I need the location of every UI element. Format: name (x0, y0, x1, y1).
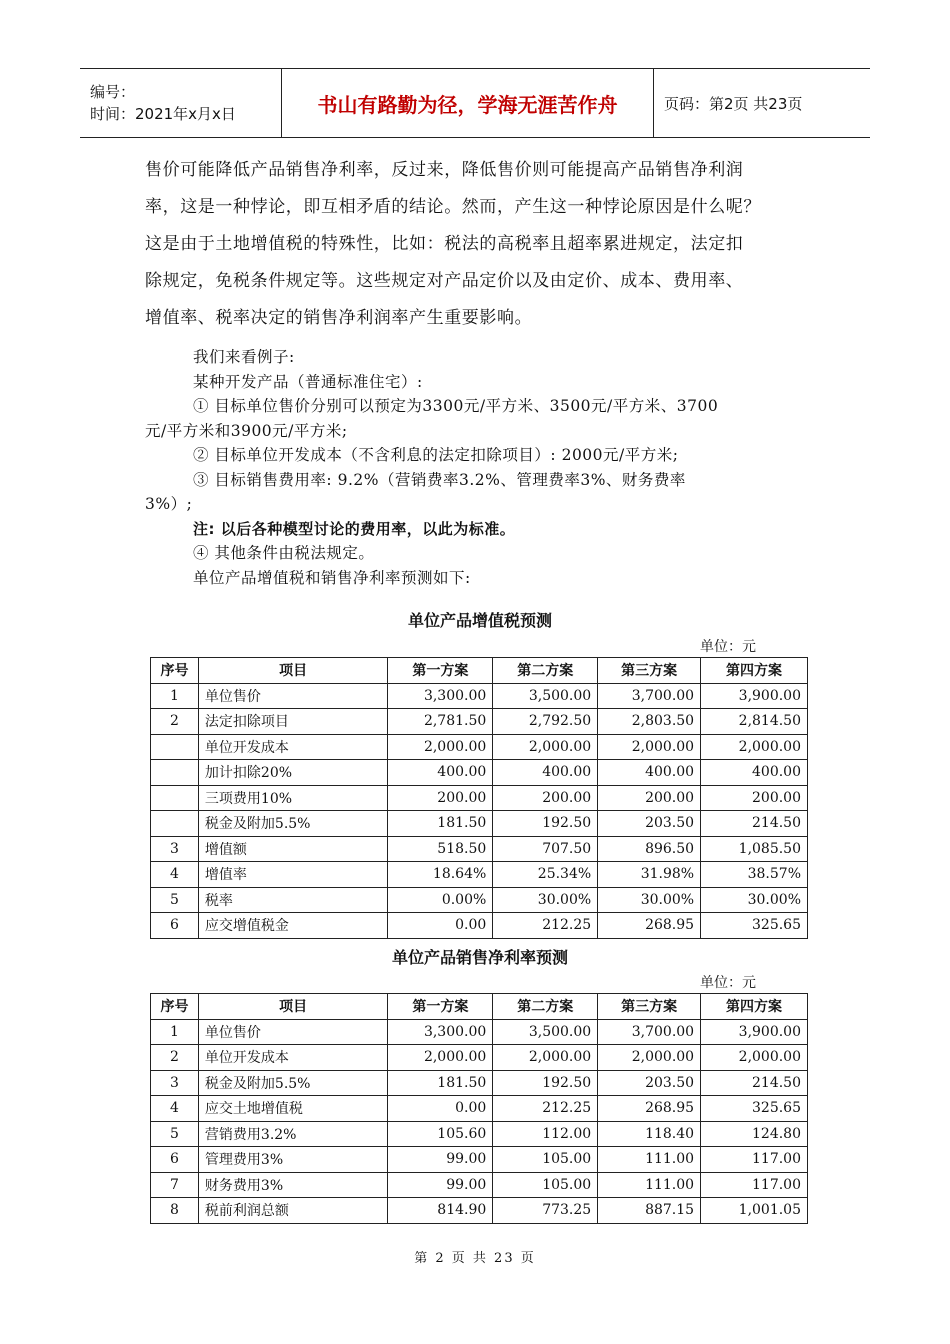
item-name-cell: 单位售价 (198, 683, 387, 709)
item-name-cell: 营销费用3.2% (198, 1121, 387, 1147)
value-cell: 3,300.00 (388, 1019, 493, 1045)
value-cell: 2,000.00 (701, 734, 808, 760)
item-name-cell: 增值额 (198, 836, 387, 862)
table-row (151, 1070, 808, 1096)
table-header-row (151, 658, 808, 684)
value-cell: 2,000.00 (598, 734, 701, 760)
value-cell: 0.00 (388, 913, 493, 939)
value-cell: 111.00 (598, 1172, 701, 1198)
column-header: 第三方案 (598, 994, 701, 1020)
value-cell: 2,781.50 (388, 709, 493, 735)
row-number-cell: 2 (151, 1045, 199, 1071)
value-cell: 200.00 (598, 785, 701, 811)
example-item-1b: 元/平方米和3900元/平方米; (145, 421, 348, 440)
value-cell: 117.00 (701, 1147, 808, 1173)
table-row (151, 1147, 808, 1173)
value-cell: 214.50 (701, 1070, 808, 1096)
value-cell: 2,000.00 (493, 1045, 598, 1071)
value-cell: 124.80 (701, 1121, 808, 1147)
column-header: 第二方案 (493, 994, 598, 1020)
value-cell: 112.00 (493, 1121, 598, 1147)
table-row (151, 785, 808, 811)
paragraph-line: 增值率、税率决定的销售净利润率产生重要影响。 (145, 308, 533, 328)
item-name-cell: 税率 (198, 887, 387, 913)
example-item-4: ④ 其他条件由税法规定。 (193, 544, 375, 562)
value-cell: 2,814.50 (701, 709, 808, 735)
value-cell: 400.00 (388, 760, 493, 786)
value-cell: 3,500.00 (493, 1019, 598, 1045)
item-name-cell: 税金及附加5.5% (198, 811, 387, 837)
row-number-cell (151, 785, 199, 811)
value-cell: 400.00 (598, 760, 701, 786)
value-cell: 518.50 (388, 836, 493, 862)
value-cell: 203.50 (598, 811, 701, 837)
table-row (151, 1172, 808, 1198)
table-row (151, 709, 808, 735)
example-item-1a: ① 目标单位售价分别可以预定为3300元/平方米、3500元/平方米、3700 (193, 397, 719, 415)
value-cell: 212.25 (493, 913, 598, 939)
item-name-cell: 管理费用3% (198, 1147, 387, 1173)
value-cell: 707.50 (493, 836, 598, 862)
row-number-cell: 5 (151, 887, 199, 913)
table-row (151, 913, 808, 939)
value-cell: 200.00 (388, 785, 493, 811)
column-header: 第三方案 (598, 658, 701, 684)
value-cell: 2,803.50 (598, 709, 701, 735)
paragraph-line: 这是由于土地增值税的特殊性，比如：税法的高税率且超率累进规定，法定扣 (145, 234, 744, 254)
value-cell: 1,001.05 (701, 1198, 808, 1224)
value-cell: 181.50 (388, 811, 493, 837)
item-name-cell: 税金及附加5.5% (198, 1070, 387, 1096)
row-number-cell: 8 (151, 1198, 199, 1224)
item-name-cell: 财务费用3% (198, 1172, 387, 1198)
row-number-cell (151, 811, 199, 837)
column-header: 序号 (151, 658, 199, 684)
paragraph-line: 售价可能降低产品销售净利率，反过来，降低售价则可能提高产品销售净利润 (145, 160, 744, 180)
value-cell: 400.00 (493, 760, 598, 786)
table1-title: 单位产品增值税预测 (407, 611, 552, 630)
table-row (151, 887, 808, 913)
value-cell: 200.00 (701, 785, 808, 811)
paragraph-line: 率，这是一种悖论，即互相矛盾的结论。然而，产生这一种悖论原因是什么呢？ (145, 197, 761, 217)
value-cell: 896.50 (598, 836, 701, 862)
page-info-text: 页码：第2页 共23页 (664, 94, 803, 113)
value-cell: 325.65 (701, 913, 808, 939)
table-row (151, 760, 808, 786)
value-cell: 3,300.00 (388, 683, 493, 709)
value-cell: 3,900.00 (701, 683, 808, 709)
value-cell: 31.98% (598, 862, 701, 888)
value-cell: 30.00% (598, 887, 701, 913)
value-cell: 105.60 (388, 1121, 493, 1147)
row-number-cell: 1 (151, 683, 199, 709)
column-header: 第一方案 (388, 658, 493, 684)
table-row (151, 683, 808, 709)
paragraph-line: 除规定，免税条件规定等。这些规定对产品定价以及由定价、成本、费用率、 (145, 271, 744, 291)
row-number-cell: 4 (151, 862, 199, 888)
value-cell: 200.00 (493, 785, 598, 811)
row-number-cell: 6 (151, 1147, 199, 1173)
row-number-cell: 4 (151, 1096, 199, 1122)
column-header: 序号 (151, 994, 199, 1020)
item-name-cell: 单位开发成本 (198, 1045, 387, 1071)
value-cell: 25.34% (493, 862, 598, 888)
value-cell: 2,000.00 (701, 1045, 808, 1071)
body-paragraph (145, 152, 810, 337)
page-footer: 第 2 页 共 23 页 (414, 1251, 536, 1266)
item-name-cell: 单位开发成本 (198, 734, 387, 760)
vat-forecast-table (150, 657, 808, 939)
table2-unit: 单位：元 (700, 975, 756, 991)
table-row (151, 1019, 808, 1045)
column-header: 第一方案 (388, 994, 493, 1020)
item-name-cell: 应交增值税金 (198, 913, 387, 939)
row-number-cell (151, 734, 199, 760)
page-header (80, 68, 870, 138)
value-cell: 2,000.00 (598, 1045, 701, 1071)
value-cell: 105.00 (493, 1147, 598, 1173)
table-row (151, 862, 808, 888)
value-cell: 2,000.00 (493, 734, 598, 760)
net-profit-forecast-table (150, 993, 808, 1224)
row-number-cell (151, 760, 199, 786)
row-number-cell: 1 (151, 1019, 199, 1045)
row-number-cell: 3 (151, 836, 199, 862)
value-cell: 99.00 (388, 1172, 493, 1198)
value-cell: 18.64% (388, 862, 493, 888)
value-cell: 203.50 (598, 1070, 701, 1096)
value-cell: 30.00% (493, 887, 598, 913)
row-number-cell: 6 (151, 913, 199, 939)
item-name-cell: 加计扣除20% (198, 760, 387, 786)
item-name-cell: 三项费用10% (198, 785, 387, 811)
value-cell: 30.00% (701, 887, 808, 913)
example-item-3b: 3%）; (145, 495, 193, 513)
value-cell: 117.00 (701, 1172, 808, 1198)
value-cell: 268.95 (598, 1096, 701, 1122)
time-label: 时间：2021年x月x日 (90, 105, 236, 123)
motto-text: 书山有路勤为径，学海无涯苦作舟 (317, 92, 618, 117)
value-cell: 3,700.00 (598, 1019, 701, 1045)
value-cell: 3,900.00 (701, 1019, 808, 1045)
value-cell: 814.90 (388, 1198, 493, 1224)
example-item-2: ② 目标单位开发成本（不含利息的法定扣除项目）: 2000元/平方米; (193, 446, 679, 464)
item-name-cell: 单位售价 (198, 1019, 387, 1045)
example-section (145, 345, 815, 590)
value-cell: 0.00% (388, 887, 493, 913)
header-meta (80, 69, 282, 137)
table2-title: 单位产品销售净利率预测 (391, 948, 568, 967)
column-header: 项目 (198, 658, 387, 684)
value-cell: 111.00 (598, 1147, 701, 1173)
item-name-cell: 法定扣除项目 (198, 709, 387, 735)
row-number-cell: 7 (151, 1172, 199, 1198)
example-note: 注: 以后各种模型讨论的费用率，以此为标准。 (193, 519, 516, 538)
value-cell: 1,085.50 (701, 836, 808, 862)
example-product: 某种开发产品（普通标准住宅）: (193, 372, 423, 391)
value-cell: 105.00 (493, 1172, 598, 1198)
value-cell: 887.15 (598, 1198, 701, 1224)
item-name-cell: 税前利润总额 (198, 1198, 387, 1224)
value-cell: 214.50 (701, 811, 808, 837)
value-cell: 2,792.50 (493, 709, 598, 735)
header-motto (282, 69, 654, 137)
table-row (151, 734, 808, 760)
column-header: 项目 (198, 994, 387, 1020)
table-row (151, 1096, 808, 1122)
table-row (151, 1121, 808, 1147)
code-label: 编号： (90, 83, 136, 101)
item-name-cell: 增值率 (198, 862, 387, 888)
table-row (151, 1045, 808, 1071)
example-intro: 我们来看例子: (193, 348, 295, 366)
value-cell: 3,700.00 (598, 683, 701, 709)
table1-unit: 单位：元 (700, 639, 756, 655)
item-name-cell: 应交土地增值税 (198, 1096, 387, 1122)
value-cell: 0.00 (388, 1096, 493, 1122)
column-header: 第四方案 (701, 994, 808, 1020)
value-cell: 3,500.00 (493, 683, 598, 709)
row-number-cell: 2 (151, 709, 199, 735)
value-cell: 773.25 (493, 1198, 598, 1224)
column-header: 第二方案 (493, 658, 598, 684)
table-header-row (151, 994, 808, 1020)
value-cell: 2,000.00 (388, 1045, 493, 1071)
table-row (151, 836, 808, 862)
column-header: 第四方案 (701, 658, 808, 684)
table-row (151, 1198, 808, 1224)
example-lead: 单位产品增值税和销售净利率预测如下: (193, 568, 471, 587)
value-cell: 99.00 (388, 1147, 493, 1173)
example-item-3a: ③ 目标销售费用率: 9.2%（营销费率3.2%、管理费率3%、财务费率 (193, 470, 686, 489)
value-cell: 212.25 (493, 1096, 598, 1122)
row-number-cell: 3 (151, 1070, 199, 1096)
table-row (151, 811, 808, 837)
row-number-cell: 5 (151, 1121, 199, 1147)
value-cell: 118.40 (598, 1121, 701, 1147)
value-cell: 192.50 (493, 811, 598, 837)
value-cell: 38.57% (701, 862, 808, 888)
header-page-info (654, 69, 870, 137)
value-cell: 400.00 (701, 760, 808, 786)
value-cell: 181.50 (388, 1070, 493, 1096)
value-cell: 268.95 (598, 913, 701, 939)
value-cell: 2,000.00 (388, 734, 493, 760)
value-cell: 325.65 (701, 1096, 808, 1122)
value-cell: 192.50 (493, 1070, 598, 1096)
